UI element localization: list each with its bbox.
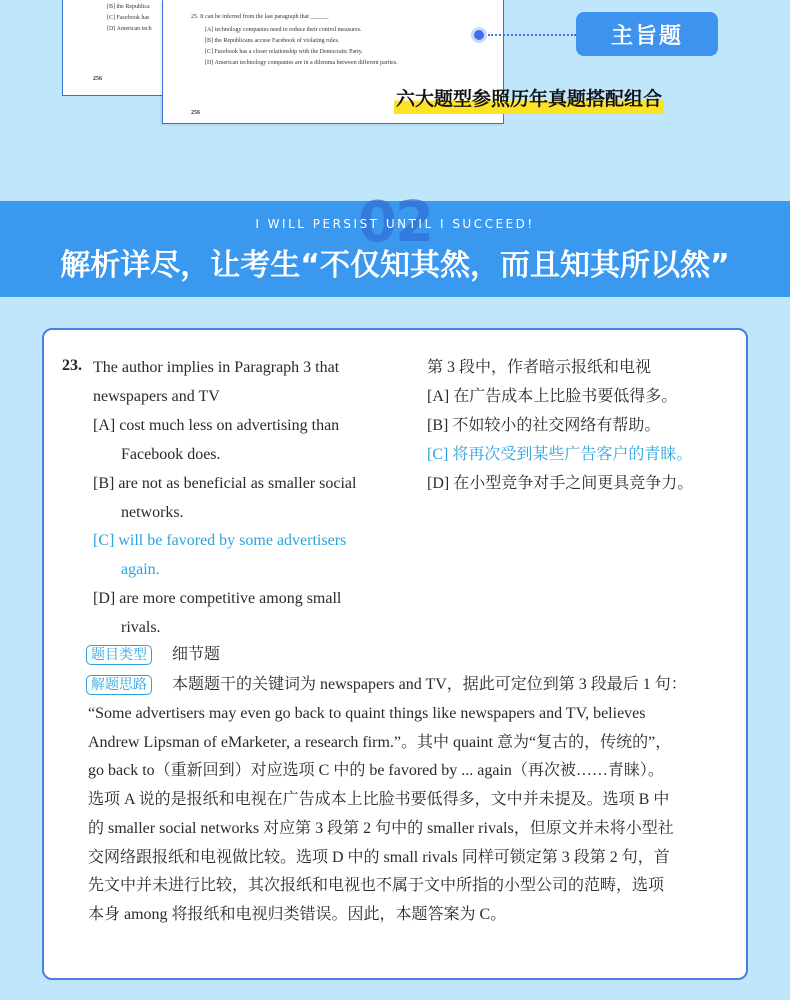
option-a-en-cont: Facebook does. [121, 446, 221, 463]
question-type-tag: 题目类型 [86, 645, 152, 665]
question-stem-zh: 第 3 段中，作者暗示报纸和电视 [427, 359, 652, 376]
reasoning-line: 的 smaller social networks 对应第 3 段第 2 句中的 smaller rivals，但原文并未将小型社 [88, 820, 674, 837]
reasoning-line: “Some advertisers may even go back to quaint things like newspapers and TV, believes [88, 705, 646, 722]
callout-dotted-line [488, 34, 576, 36]
reasoning-line: 本题题干的关键词为 newspapers and TV，据此可定位到第 3 段最后 1 句： [172, 676, 687, 693]
option-b-en: [B] are not as beneficial as smaller social [93, 475, 357, 492]
reasoning-line: 选项 A 说的是报纸和电视在广告成本上比脸书要低得多，文中并未提及。选项 B 中 [88, 791, 670, 808]
option-d-en: [D] are more competitive among small [93, 590, 342, 607]
option-c-en-cont: again. [121, 561, 160, 578]
banner-headline: 解析详尽，让考生“不仅知其然，而且知其所以然” [60, 248, 730, 283]
page-number: 256 [191, 110, 200, 116]
option-d-zh: [D] 在小型竞争对手之间更具竞争力。 [427, 475, 694, 492]
back-page-line: [D] American tech [107, 26, 152, 32]
question-type-value: 细节题 [172, 646, 221, 663]
callout-dot [474, 30, 484, 40]
option-a-en: [A] cost much less on advertising than [93, 417, 340, 434]
reasoning-line: 交网络跟报纸和电视做比较。选项 D 中的 small rivals 同样可锁定第 3 段第 2 句，首 [88, 849, 670, 866]
page-option: [B] the Republicans accuse Facebook of violating rules. [205, 38, 340, 44]
back-page-line: [C] Facebook has [107, 15, 150, 21]
question-stem: newspapers and TV [93, 388, 220, 405]
promo-tagline: 六大题型参照历年真题搭配组合 [394, 84, 664, 114]
option-c-en: [C] will be favored by some advertisers [93, 532, 347, 549]
reasoning-line: go back to（重新回到）对应选项 C 中的 be favored by ... again（再次被……青睐）。 [88, 762, 664, 779]
back-page-line: [B] the Republica [107, 4, 150, 10]
option-c-zh: [C] 将再次受到某些广告客户的青睐。 [427, 446, 693, 463]
option-b-zh: [B] 不如较小的社交网络有帮助。 [427, 417, 661, 434]
reasoning-line: Andrew Lipsman of eMarketer, a research firm.”。其中 quaint 意为“复古的，传统的”， [88, 734, 672, 751]
question-stem: The author implies in Paragraph 3 that [93, 359, 340, 376]
question-type-badge: 主旨题 [576, 12, 718, 56]
reasoning-line: 先文中并未进行比较，其次报纸和电视也不属于文中所指的小型公司的范畴，选项 [88, 877, 665, 894]
banner-motto: I WILL PERSIST UNTIL I SUCCEED! [255, 217, 535, 231]
section-number: 02 [358, 190, 432, 255]
option-a-zh: [A] 在广告成本上比脸书要低得多。 [427, 388, 678, 405]
reasoning-line: 本身 among 将报纸和电视归类错误。因此，本题答案为 C。 [88, 906, 507, 923]
page-option: [C] Facebook has a closer relationship with the Democratic Party. [205, 49, 363, 55]
page-question: 25. It can be inferred from the last paragraph that ______ [191, 14, 329, 20]
page-option: [A] technology companies need to reduce their control measures. [205, 27, 362, 33]
reasoning-tag: 解题思路 [86, 675, 152, 695]
question-number: 23. [62, 357, 82, 374]
option-b-en-cont: networks. [121, 504, 184, 521]
page-number: 256 [93, 76, 102, 82]
page-option: [D] American technology companies are in a dilemma between different parties. [205, 60, 398, 66]
option-d-en-cont: rivals. [121, 619, 161, 636]
